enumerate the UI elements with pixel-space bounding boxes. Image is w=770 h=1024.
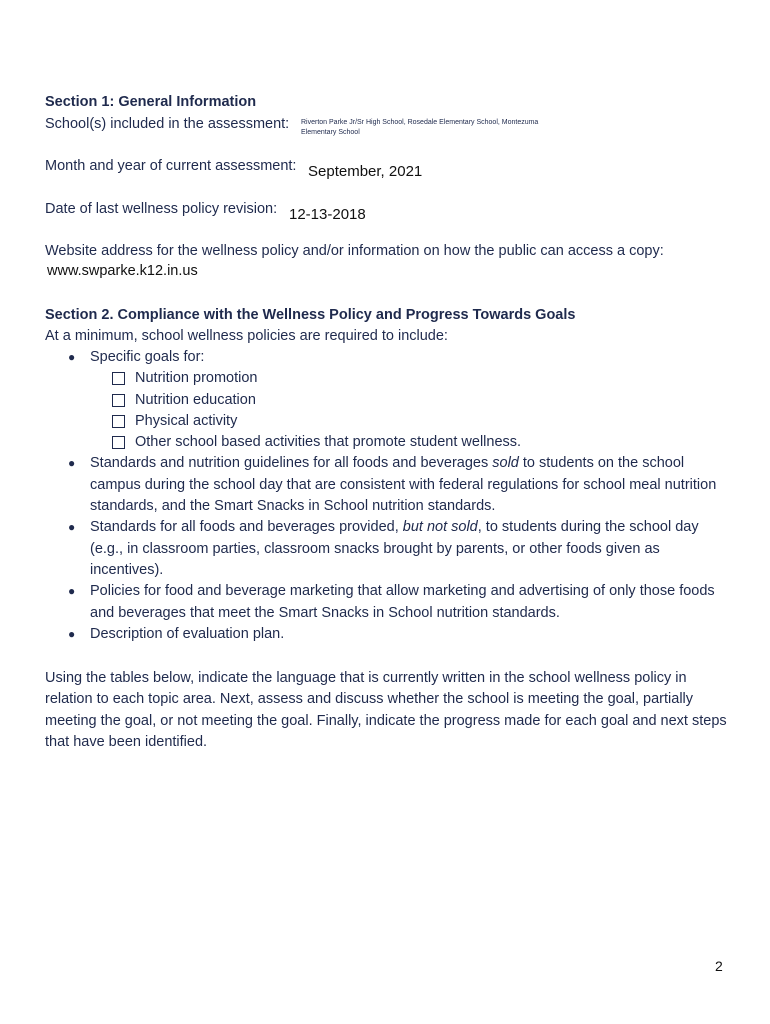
month-label: Month and year of current assessment:	[45, 158, 297, 174]
checkbox-icon[interactable]	[112, 372, 125, 385]
section2-intro: At a minimum, school wellness policies are required to include:	[45, 328, 448, 344]
bullet-icon: ●	[68, 456, 76, 471]
page-number: 2	[715, 958, 723, 974]
bullet-icon: ●	[68, 520, 76, 535]
bullet-text: Specific goals for:	[90, 349, 205, 365]
website-label: Website address for the wellness policy and/or information on how the public can access a copy:	[45, 243, 664, 259]
goal-label: Nutrition promotion	[135, 370, 258, 387]
goal-label: Nutrition education	[135, 391, 256, 408]
schools-value-line2: Elementary School	[301, 129, 360, 136]
list-item	[45, 453, 735, 517]
goals-checklist	[90, 368, 735, 453]
checkbox-icon[interactable]	[112, 436, 125, 449]
schools-label: School(s) included in the assessment:	[45, 116, 290, 132]
bullet-text: Standards for all foods and beverages provided,	[90, 519, 403, 536]
list-item	[45, 347, 735, 453]
list-item	[45, 517, 735, 581]
bullet-text: Standards and nutrition guidelines for all foods and beverages	[90, 455, 493, 472]
bullet-icon: ●	[68, 350, 76, 364]
schools-value-line1: Riverton Parke Jr/Sr High School, Rosedale Elementary School, Montezuma	[301, 119, 539, 126]
section1-heading: Section 1: General Information	[45, 94, 257, 110]
website-value: www.swparke.k12.in.us	[47, 263, 198, 279]
section2-heading: Section 2. Compliance with the Wellness Policy and Progress Towards Goals	[45, 307, 576, 323]
goal-label: Other school based activities that promote student wellness.	[135, 434, 522, 451]
month-value: September, 2021	[308, 163, 423, 180]
goal-label: Physical activity	[135, 412, 238, 429]
list-item	[45, 624, 735, 645]
bullet-text: to students on the school campus during the school day that are consistent with federal regulations for school meal nutrition standards, and the Smart Snacks in School nutrition standards.	[90, 455, 717, 515]
goal-item	[112, 432, 735, 453]
goal-item	[112, 390, 735, 411]
requirements-list	[45, 347, 735, 645]
bullet-icon: ●	[68, 626, 76, 641]
revision-value: 12-13-2018	[289, 206, 366, 223]
checkbox-icon[interactable]	[112, 394, 125, 407]
bullet-icon: ●	[68, 584, 76, 599]
revision-label: Date of last wellness policy revision:	[45, 201, 278, 217]
bullet-emphasis: but not sold	[402, 519, 478, 536]
list-item	[45, 581, 735, 624]
bullet-text: , to students during the school day (e.g., in classroom parties, classroom snacks brought by parents, or other foods given as incentives).	[90, 519, 699, 578]
bullet-emphasis: sold	[492, 455, 519, 472]
bullet-text: Description of evaluation plan.	[90, 625, 285, 642]
checkbox-icon[interactable]	[112, 415, 125, 428]
bullet-text: Policies for food and beverage marketing that allow marketing and advertising of only those foods and beverages that meet the Smart Snacks in School nutrition standards.	[90, 583, 715, 621]
schools-value	[301, 118, 538, 138]
goal-item	[112, 411, 735, 432]
goal-item	[112, 368, 735, 389]
closing-paragraph: Using the tables below, indicate the language that is currently written in the school wellness policy in relation to each topic area. Next, assess and discuss whether the school is meeting the goal, partially meeting the goal, or not meeting the goal. Finally, indicate the progress made for each goal and next steps that have been identified.	[45, 670, 727, 750]
